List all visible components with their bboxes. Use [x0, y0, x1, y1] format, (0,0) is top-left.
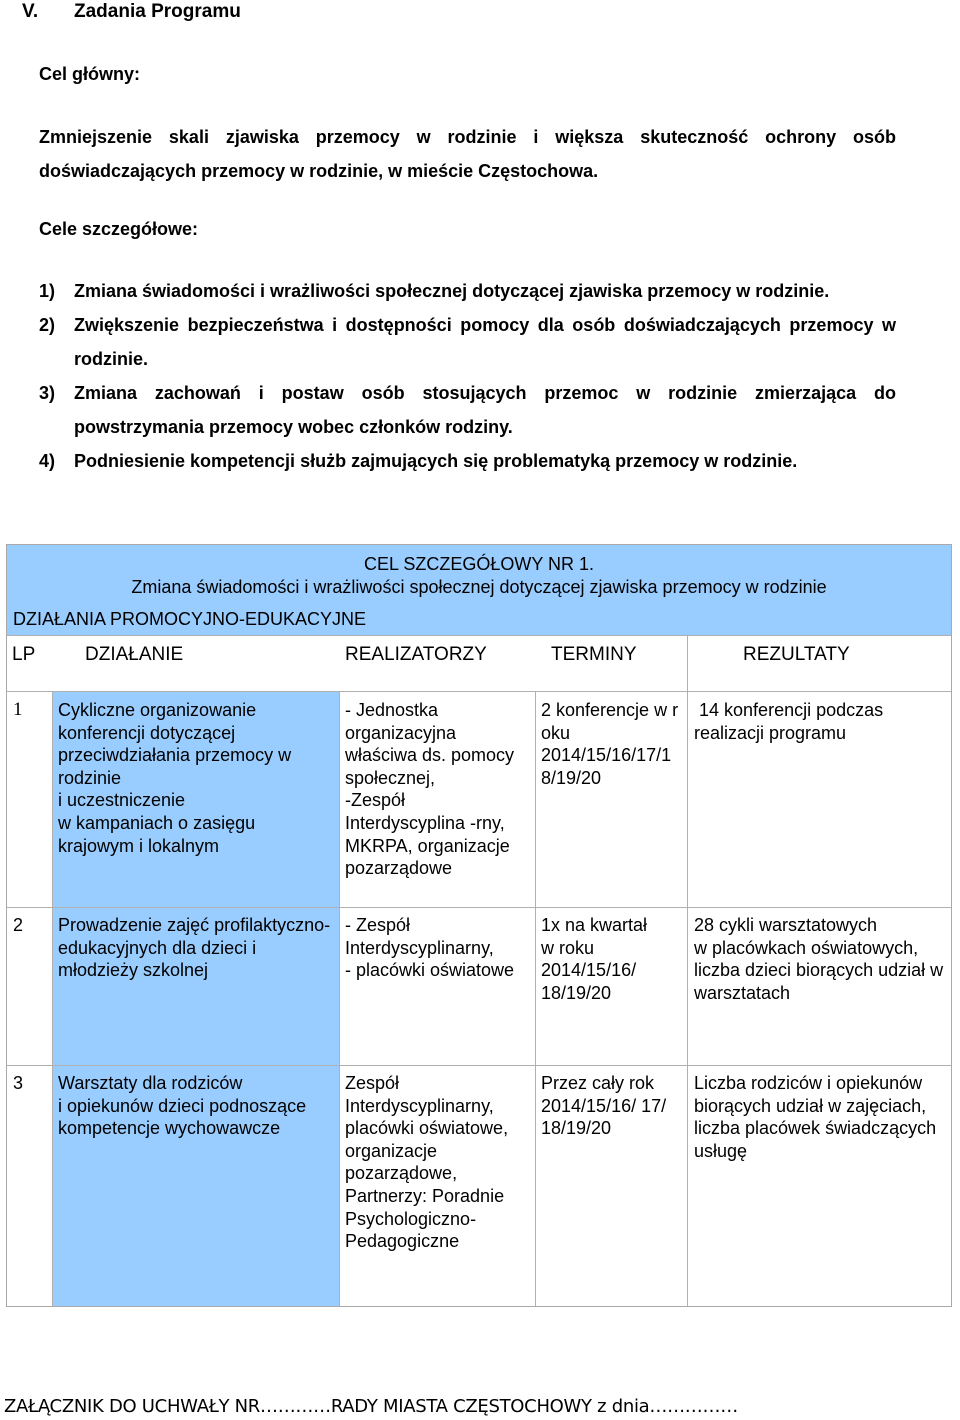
row-terms: 2 konferencje w roku 2014/15/16/17/18/19/20: [541, 700, 679, 788]
row-results: Liczba rodziców i opiekunów biorących udział w zajęciach, liczba placówek świadczących usługę: [694, 1073, 937, 1161]
goal-text: Zmiana zachowań i postaw osób stosujących przemoc w rodzinie zmierzająca do powstrzymania przemocy wobec członków rodziny.: [74, 383, 896, 437]
section-heading: [22, 0, 241, 24]
row-lp: 3: [13, 1073, 24, 1093]
row-action: Cykliczne organizowanie konferencji dotyczącej przeciwdziałania przemocy w rodzinie i uczestniczenie w kampaniach o zasięgu krajowym i lokalnym: [58, 700, 292, 856]
table-section-label: DZIAŁANIA PROMOCYJNO-EDUKACYJNE: [7, 603, 951, 635]
table-title-line2: Zmiana świadomości i wrażliwości społecznej dotyczącej zjawiska przemocy w rodzinie: [131, 577, 827, 597]
section-number: V.: [22, 1, 39, 22]
grid-line: [339, 692, 340, 1306]
grid-line: [687, 692, 688, 1306]
header-executors: REALIZATORZY: [345, 644, 487, 665]
row-terms: 1x na kwartał w roku 2014/15/16/ 18/19/20: [541, 915, 648, 1003]
goal-text: Zwiększenie bezpieczeństwa i dostępności pomocy dla osób doświadczających przemocy w rodzinie.: [74, 315, 896, 369]
header-lp: LP: [12, 644, 36, 665]
goal-item: [39, 444, 896, 478]
goal-number: 4): [39, 451, 56, 471]
table-title: [7, 545, 951, 605]
goal-number: 2): [39, 315, 56, 335]
grid-line: [687, 636, 688, 692]
grid-line: [52, 692, 53, 1306]
row-action: Warsztaty dla rodziców i opiekunów dzieci podnoszące kompetencje wychowawcze: [58, 1073, 307, 1139]
grid-line: [7, 907, 951, 908]
goal-item: [39, 274, 896, 308]
actions-table: [6, 544, 952, 1307]
row-terms: Przez cały rok 2014/15/16/ 17/ 18/19/20: [541, 1073, 667, 1139]
header-action: DZIAŁANIE: [85, 644, 184, 665]
row-executors: Zespół Interdyscyplinarny, placówki oświatowe, organizacje pozarządowe, Partnerzy: Poradnie Psychologiczno-Pedagogiczne: [345, 1073, 509, 1252]
main-goal-text: Zmniejszenie skali zjawiska przemocy w rodzinie i większa skuteczność ochrony osób doświadczających przemocy w rodzinie, w mieście Częstochowa.: [39, 127, 896, 181]
main-goal-label: Cel główny:: [39, 64, 141, 84]
footer-attachment-note: ZAŁĄCZNIK DO UCHWAŁY NR…………RADY MIASTA CZĘSTOCHOWY z dnia……………: [4, 1396, 738, 1417]
row-executors: - Zespół Interdyscyplinarny, - placówki oświatowe: [345, 915, 515, 981]
goal-number: 3): [39, 383, 56, 403]
goal-text: Zmiana świadomości i wrażliwości społecznej dotyczącej zjawiska przemocy w rodzinie.: [74, 281, 830, 301]
goal-number: 1): [39, 281, 56, 301]
grid-line: [535, 692, 536, 1306]
goal-item: [39, 376, 896, 444]
detailed-goals-list: [39, 274, 896, 478]
row-lp: 2: [13, 915, 24, 935]
row-results: 14 konferencji podczas realizacji programu: [694, 700, 889, 743]
row-results: 28 cykli warsztatowych w placówkach oświatowych, liczba dzieci biorących udział w warsztatach: [694, 915, 944, 1003]
row-lp: 1: [13, 699, 23, 720]
header-results: REZULTATY: [743, 644, 850, 665]
header-terms: TERMINY: [551, 644, 637, 665]
detailed-goals-label: Cele szczegółowe:: [39, 219, 199, 239]
row-action: Prowadzenie zajęć profilaktyczno-edukacyjnych dla dzieci i młodzieży szkolnej: [58, 915, 331, 981]
grid-line: [7, 691, 951, 692]
goal-item: [39, 308, 896, 376]
goal-text: Podniesienie kompetencji służb zajmujących się problematyką przemocy w rodzinie.: [74, 451, 798, 471]
grid-line: [7, 635, 951, 636]
grid-line: [7, 1065, 951, 1066]
table-title-line1: CEL SZCZEGÓŁOWY NR 1.: [363, 554, 595, 574]
row-executors: - Jednostka organizacyjna właściwa ds. pomocy społecznej, -Zespół Interdyscyplina -rny, MKRPA, organizacje pozarządowe: [345, 700, 515, 879]
section-title: Zadania Programu: [74, 1, 241, 22]
